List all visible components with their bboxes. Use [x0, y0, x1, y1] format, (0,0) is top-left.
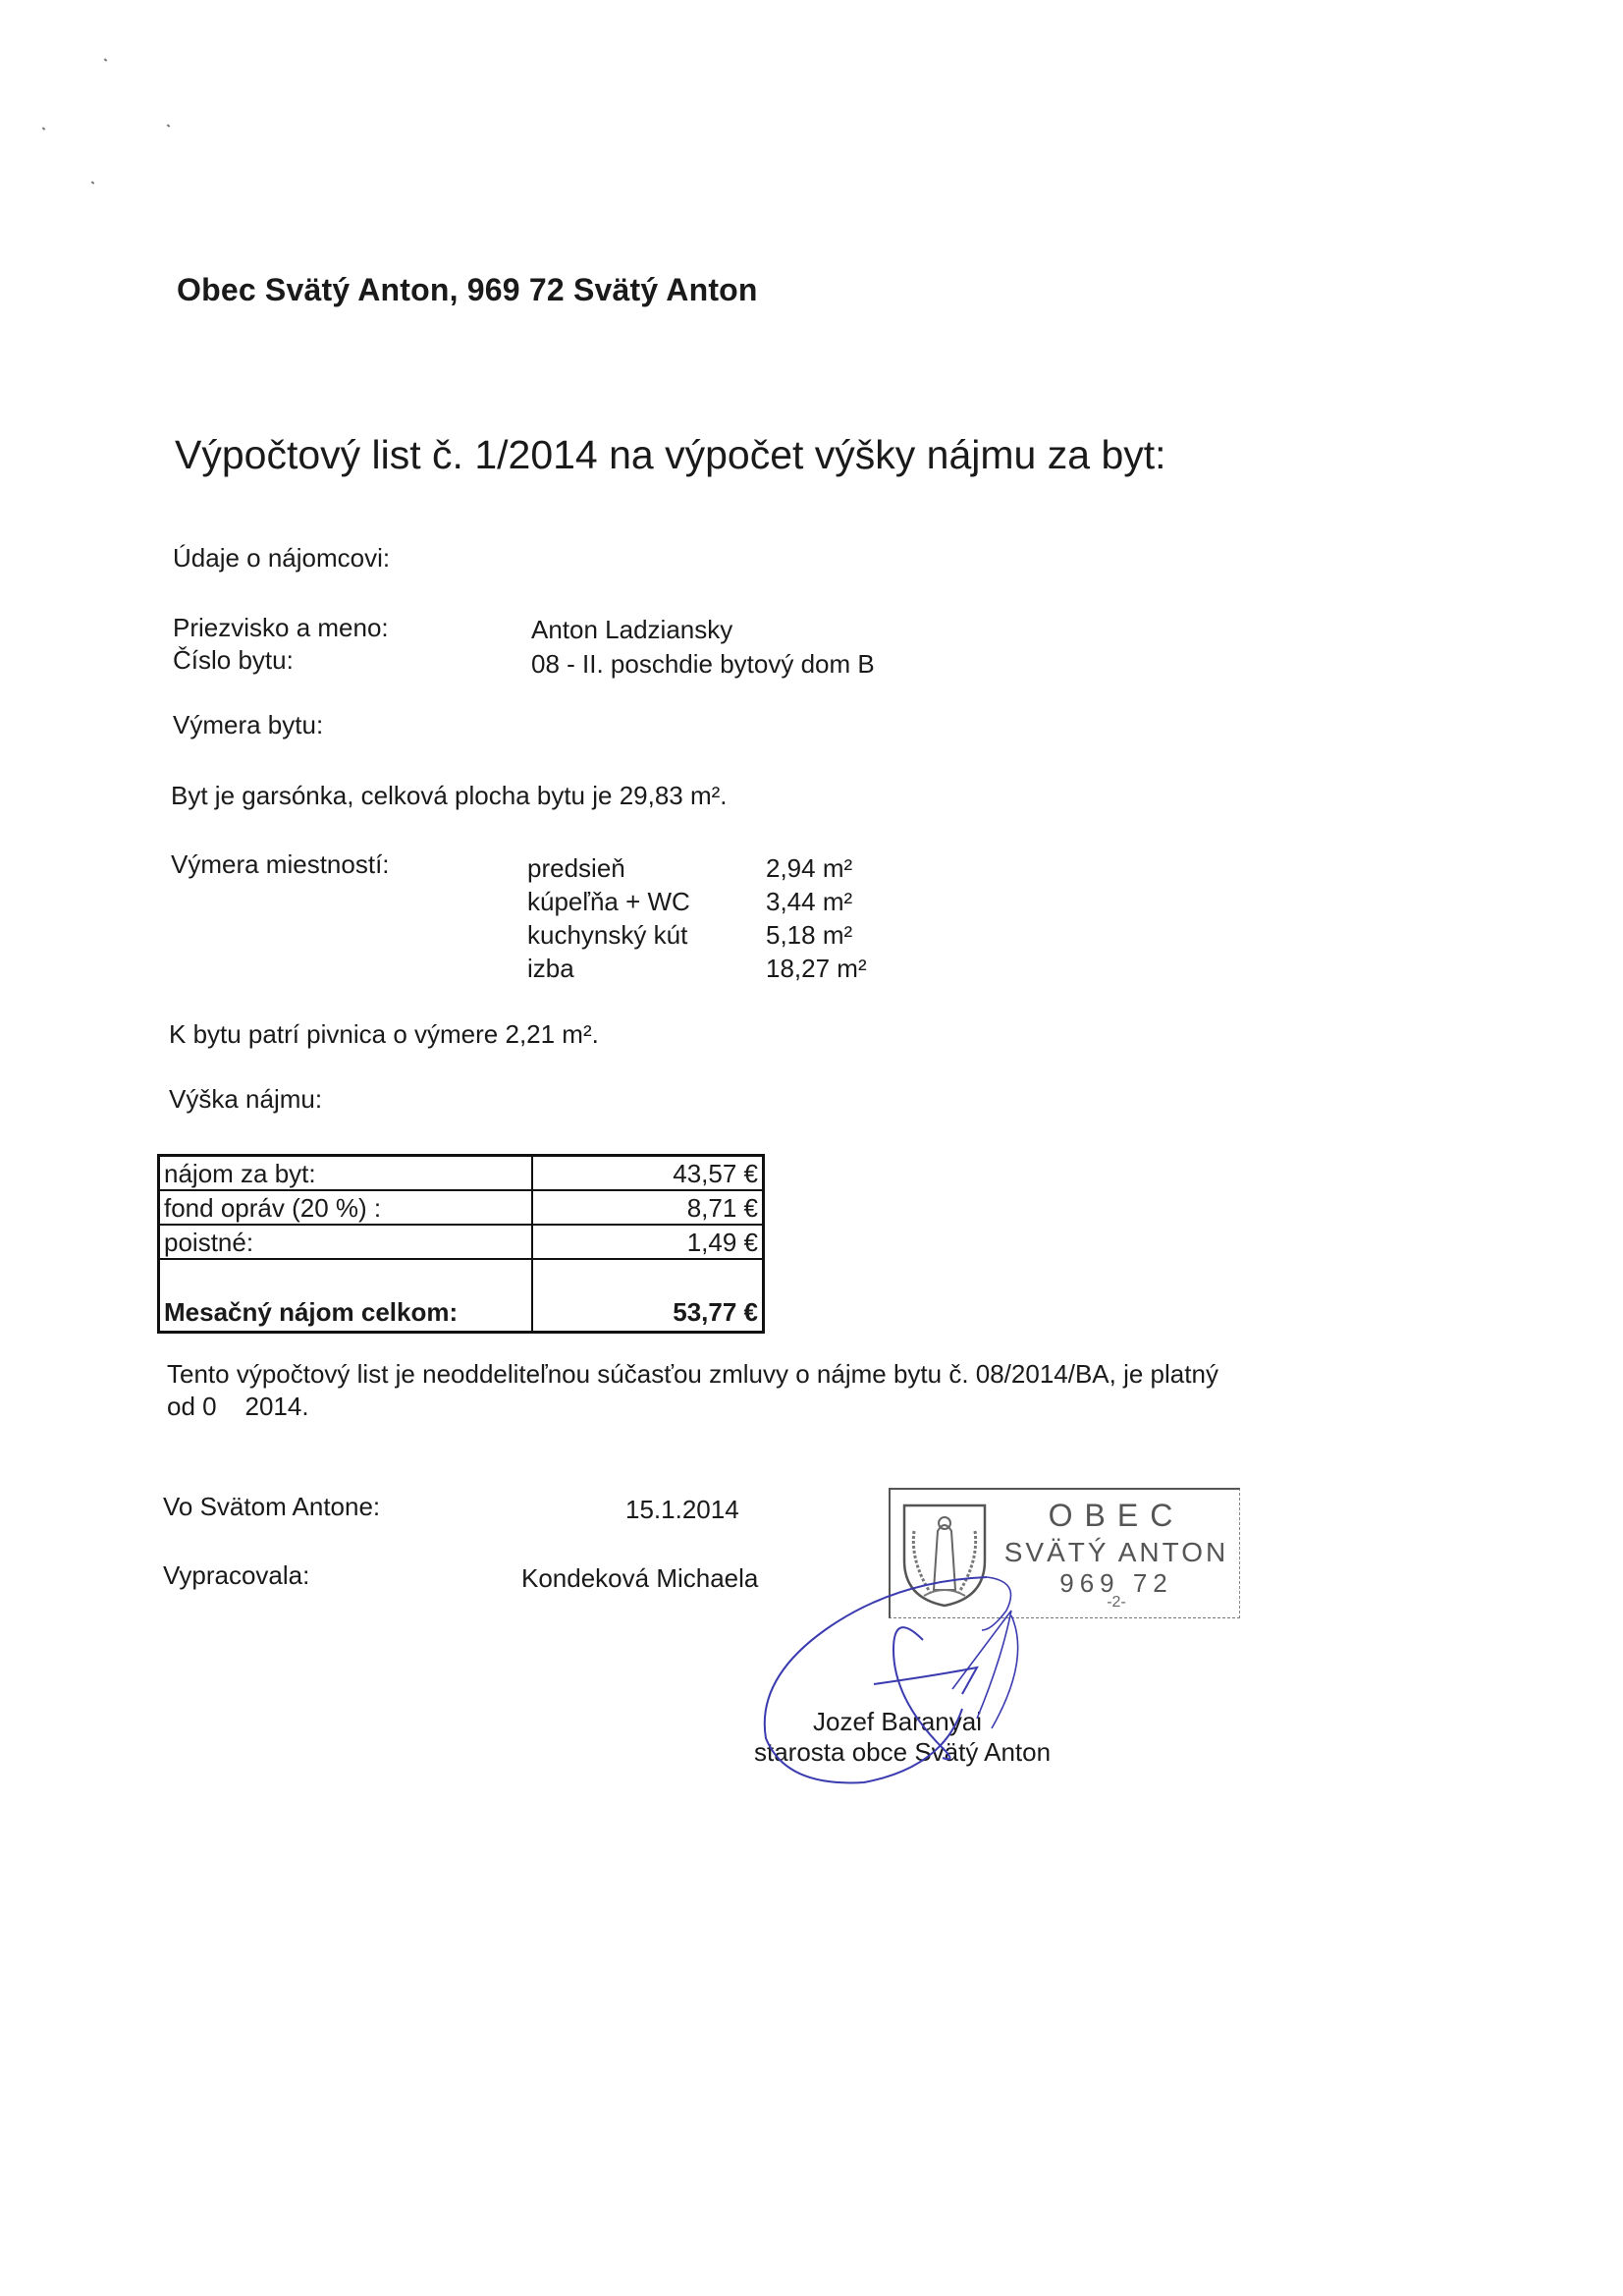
scan-speck — [91, 181, 95, 184]
room-name: kuchynský kút — [527, 920, 688, 950]
validity-note-line1: Tento výpočtový list je neoddeliteľnou súčasťou zmluvy o nájme bytu č. 08/2014/BA, je platný — [167, 1359, 1218, 1389]
name-value: Anton Ladziansky — [531, 615, 733, 644]
stamp-line-number: -2- — [1107, 1594, 1126, 1611]
room-area: 18,27 m² — [766, 954, 867, 983]
scan-speck — [104, 58, 108, 61]
table-row — [159, 1190, 764, 1225]
signatory-title: starosta obce Svätý Anton — [754, 1737, 1052, 1767]
signatory-name: Jozef Baranyai — [813, 1707, 982, 1736]
rent-section-label: Výška nájmu: — [169, 1084, 323, 1114]
prepared-label: Vypracovala: — [163, 1560, 310, 1590]
total-row — [159, 1259, 764, 1333]
date-value: 15.1.2014 — [625, 1495, 739, 1524]
flat-value: 08 - II. poschdie bytový dom B — [531, 649, 875, 679]
room-name: kúpeľňa + WC — [527, 887, 690, 916]
prepared-by-value: Kondeková Michaela — [521, 1563, 759, 1593]
organization-header: Obec Svätý Anton, 969 72 Svätý Anton — [177, 272, 758, 307]
rent-row-label: poistné: — [159, 1225, 533, 1259]
total-label: Mesačný nájom celkom: — [159, 1259, 533, 1333]
rooms-label: Výmera miestností: — [171, 849, 390, 879]
flat-label: Číslo bytu: — [173, 645, 294, 675]
rent-row-label: nájom za byt: — [159, 1156, 533, 1191]
total-value: 53,77 € — [532, 1259, 764, 1333]
table-row — [159, 1156, 764, 1191]
rent-row-label: fond opráv (20 %) : — [159, 1190, 533, 1225]
stamp-line-name: SVÄTÝ ANTON — [1003, 1537, 1229, 1567]
rent-row-value: 1,49 € — [532, 1225, 764, 1259]
area-summary: Byt je garsónka, celková plocha bytu je 29,83 m². — [171, 781, 728, 810]
place-label: Vo Svätom Antone: — [163, 1492, 381, 1521]
rent-table — [157, 1154, 765, 1334]
room-area: 3,44 m² — [766, 887, 853, 916]
area-section-label: Výmera bytu: — [173, 710, 324, 739]
room-area: 2,94 m² — [766, 853, 853, 883]
table-row — [159, 1225, 764, 1259]
tenant-section-label: Údaje o nájomcovi: — [173, 543, 391, 573]
stamp-line-obec: OBEC — [1048, 1498, 1185, 1533]
handwritten-signature — [746, 1571, 1080, 1807]
document-title: Výpočtový list č. 1/2014 na výpočet výšky nájmu za byt: — [175, 432, 1166, 477]
rent-row-value: 43,57 € — [532, 1156, 764, 1191]
room-name: izba — [527, 954, 574, 983]
name-label: Priezvisko a meno: — [173, 613, 389, 642]
stamp-line-zip: 969 72 — [1059, 1568, 1173, 1598]
rent-row-value: 8,71 € — [532, 1190, 764, 1225]
scan-speck — [167, 124, 171, 127]
validity-note-line2: od 0 2014. — [167, 1392, 309, 1421]
room-area: 5,18 m² — [766, 920, 853, 950]
scan-speck — [42, 127, 46, 130]
room-name: predsieň — [527, 853, 625, 883]
cellar-note: K bytu patrí pivnica o výmere 2,21 m². — [169, 1019, 599, 1049]
